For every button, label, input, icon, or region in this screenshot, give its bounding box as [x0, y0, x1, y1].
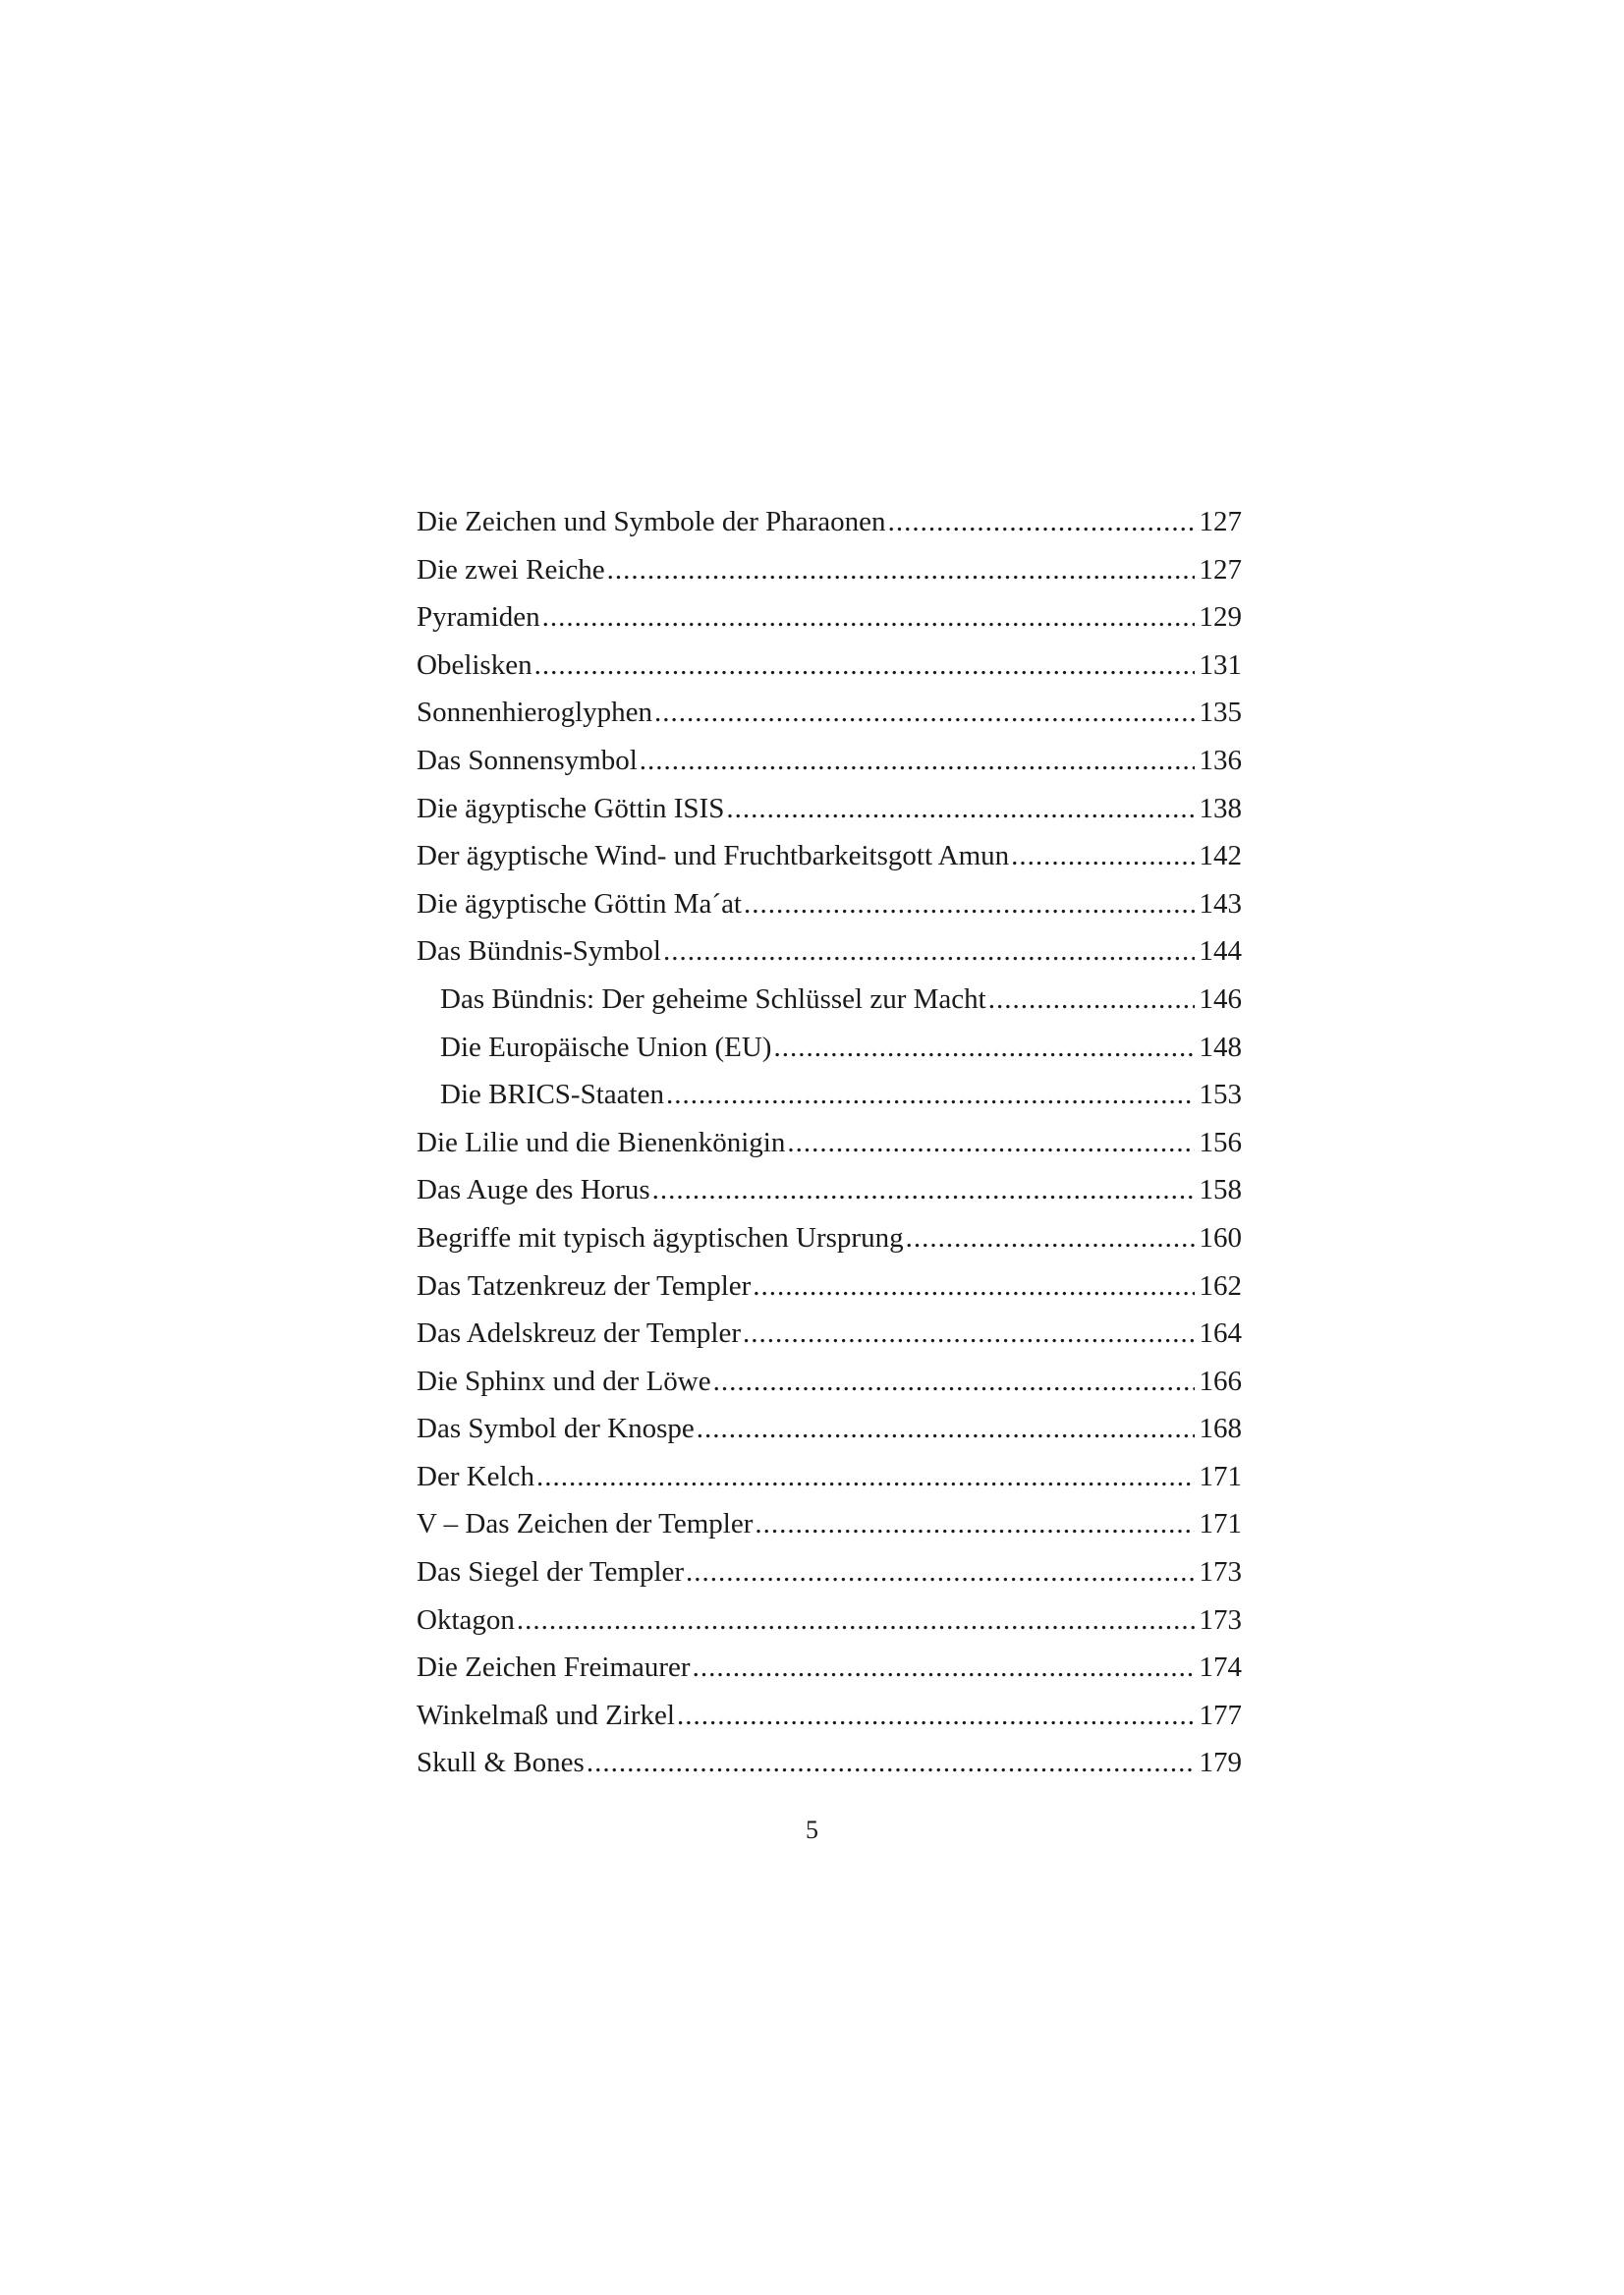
toc-entry-title: V – Das Zeichen der Templer [417, 1508, 754, 1540]
toc-entry [417, 737, 1242, 785]
toc-dot-leader [640, 737, 1195, 785]
toc-entry-title: Die zwei Reiche [417, 553, 605, 586]
toc-entry-title: Das Tatzenkreuz der Templer [417, 1269, 752, 1302]
toc-entry [417, 1024, 1242, 1072]
toc-entry-page: 179 [1199, 1747, 1242, 1779]
toc-dot-leader [607, 546, 1195, 594]
toc-entry-page: 142 [1199, 840, 1242, 872]
toc-entry [417, 1548, 1242, 1596]
toc-dot-leader [753, 1262, 1195, 1311]
toc-dot-leader [654, 689, 1195, 737]
toc-entry [417, 1166, 1242, 1214]
toc-entry [417, 976, 1242, 1024]
toc-entry [417, 1405, 1242, 1453]
toc-entry-page: 153 [1199, 1079, 1242, 1111]
toc-entry [417, 1644, 1242, 1692]
toc-entry-page: 174 [1199, 1651, 1242, 1684]
toc-entry-title: Das Bündnis: Der geheime Schlüssel zur Macht [440, 982, 986, 1015]
toc-entry [417, 1262, 1242, 1311]
toc-entry [417, 785, 1242, 833]
toc-dot-leader [773, 1024, 1195, 1072]
toc-entry-page: 146 [1199, 982, 1242, 1015]
toc-entry-page: 156 [1199, 1126, 1242, 1158]
toc-entry-title: Oktagon [417, 1603, 515, 1636]
toc-entry-title: Der Kelch [417, 1460, 534, 1492]
toc-entry-page: 138 [1199, 792, 1242, 824]
toc-entry-page: 173 [1199, 1603, 1242, 1636]
toc-entry-page: 127 [1199, 553, 1242, 586]
toc-entry-title: Die ägyptische Göttin ISIS [417, 792, 725, 824]
toc-entry [417, 1500, 1242, 1548]
toc-dot-leader [906, 1214, 1195, 1262]
toc-dot-leader [652, 1166, 1195, 1214]
toc-entry-title: Das Auge des Horus [417, 1174, 650, 1206]
toc-entry-page: 129 [1199, 601, 1242, 634]
toc-entry-page: 171 [1199, 1460, 1242, 1492]
toc-dot-leader [536, 1453, 1195, 1501]
toc-entry-title: Winkelmaß und Zirkel [417, 1699, 675, 1731]
toc-dot-leader [744, 880, 1195, 928]
toc-entry-page: 136 [1199, 744, 1242, 776]
toc-entry-page: 143 [1199, 887, 1242, 920]
toc-dot-leader [517, 1596, 1195, 1645]
toc-entry [417, 689, 1242, 737]
toc-entry-page: 164 [1199, 1317, 1242, 1350]
toc-entry-page: 173 [1199, 1556, 1242, 1589]
toc-entry-title: Die Sphinx und der Löwe [417, 1365, 711, 1397]
toc-entry [417, 1358, 1242, 1406]
toc-entry [417, 1071, 1242, 1119]
toc-entry-page: 127 [1199, 506, 1242, 537]
toc-entry-title: Das Bündnis-Symbol [417, 935, 661, 968]
toc-entry [417, 642, 1242, 690]
toc-entry [417, 1739, 1242, 1787]
toc-entry-title: Das Sonnensymbol [417, 744, 638, 776]
toc-entry [417, 1310, 1242, 1358]
toc-entry-title: Die ägyptische Göttin Ma´at [417, 887, 742, 920]
toc-entry-title: Die Europäische Union (EU) [440, 1031, 772, 1063]
toc-entry-title: Die Lilie und die Bienenkönigin [417, 1126, 786, 1158]
toc-entry-title: Obelisken [417, 648, 532, 681]
toc-entry [417, 1596, 1242, 1645]
toc-entry-page: 148 [1199, 1031, 1242, 1063]
toc-entry-title: Sonnenhieroglyphen [417, 697, 653, 729]
toc-entry-page: 177 [1199, 1699, 1242, 1731]
toc-entry-page: 168 [1199, 1413, 1242, 1445]
toc-entry [417, 880, 1242, 928]
toc-dot-leader [1011, 832, 1195, 880]
table-of-contents [417, 498, 1242, 1787]
toc-entry [417, 1214, 1242, 1262]
toc-dot-leader [677, 1692, 1195, 1740]
toc-entry-title: Die BRICS-Staaten [440, 1079, 664, 1111]
toc-dot-leader [888, 498, 1195, 546]
toc-entry-title: Pyramiden [417, 601, 540, 634]
page-number: 5 [806, 1816, 818, 1844]
toc-entry-title: Das Adelskreuz der Templer [417, 1317, 742, 1350]
toc-entry-page: 135 [1199, 697, 1242, 729]
toc-dot-leader [697, 1405, 1195, 1453]
toc-entry-title: Die Zeichen und Symbole der Pharaonen [417, 506, 886, 537]
toc-entry [417, 593, 1242, 642]
toc-entry-page: 158 [1199, 1174, 1242, 1206]
toc-entry-page: 162 [1199, 1269, 1242, 1302]
toc-entry-page: 166 [1199, 1365, 1242, 1397]
toc-entry-title: Die Zeichen Freimaurer [417, 1651, 691, 1684]
toc-entry [417, 1453, 1242, 1501]
toc-entry-page: 160 [1199, 1221, 1242, 1254]
toc-dot-leader [787, 1119, 1195, 1167]
toc-entry [417, 927, 1242, 976]
toc-entry-page: 171 [1199, 1508, 1242, 1540]
toc-entry-page: 144 [1199, 935, 1242, 968]
toc-dot-leader [755, 1500, 1195, 1548]
toc-entry-title: Begriffe mit typisch ägyptischen Ursprung [417, 1221, 904, 1254]
toc-entry-page: 131 [1199, 648, 1242, 681]
toc-entry [417, 498, 1242, 546]
toc-dot-leader [542, 593, 1195, 642]
toc-dot-leader [663, 927, 1195, 976]
toc-dot-leader [693, 1644, 1195, 1692]
toc-entry-title: Der ägyptische Wind- und Fruchtbarkeitsgott Amun [417, 840, 1010, 872]
toc-entry-title: Das Siegel der Templer [417, 1556, 685, 1589]
toc-dot-leader [713, 1358, 1195, 1406]
toc-dot-leader [587, 1739, 1195, 1787]
toc-dot-leader [988, 976, 1195, 1024]
toc-entry [417, 1692, 1242, 1740]
toc-dot-leader [726, 785, 1195, 833]
toc-entry [417, 832, 1242, 880]
toc-entry [417, 546, 1242, 594]
toc-entry-title: Skull & Bones [417, 1747, 585, 1779]
toc-entry [417, 1119, 1242, 1167]
toc-dot-leader [743, 1310, 1195, 1358]
toc-entry-title: Das Symbol der Knospe [417, 1413, 695, 1445]
toc-dot-leader [686, 1548, 1195, 1596]
toc-dot-leader [534, 642, 1195, 690]
toc-dot-leader [666, 1071, 1195, 1119]
